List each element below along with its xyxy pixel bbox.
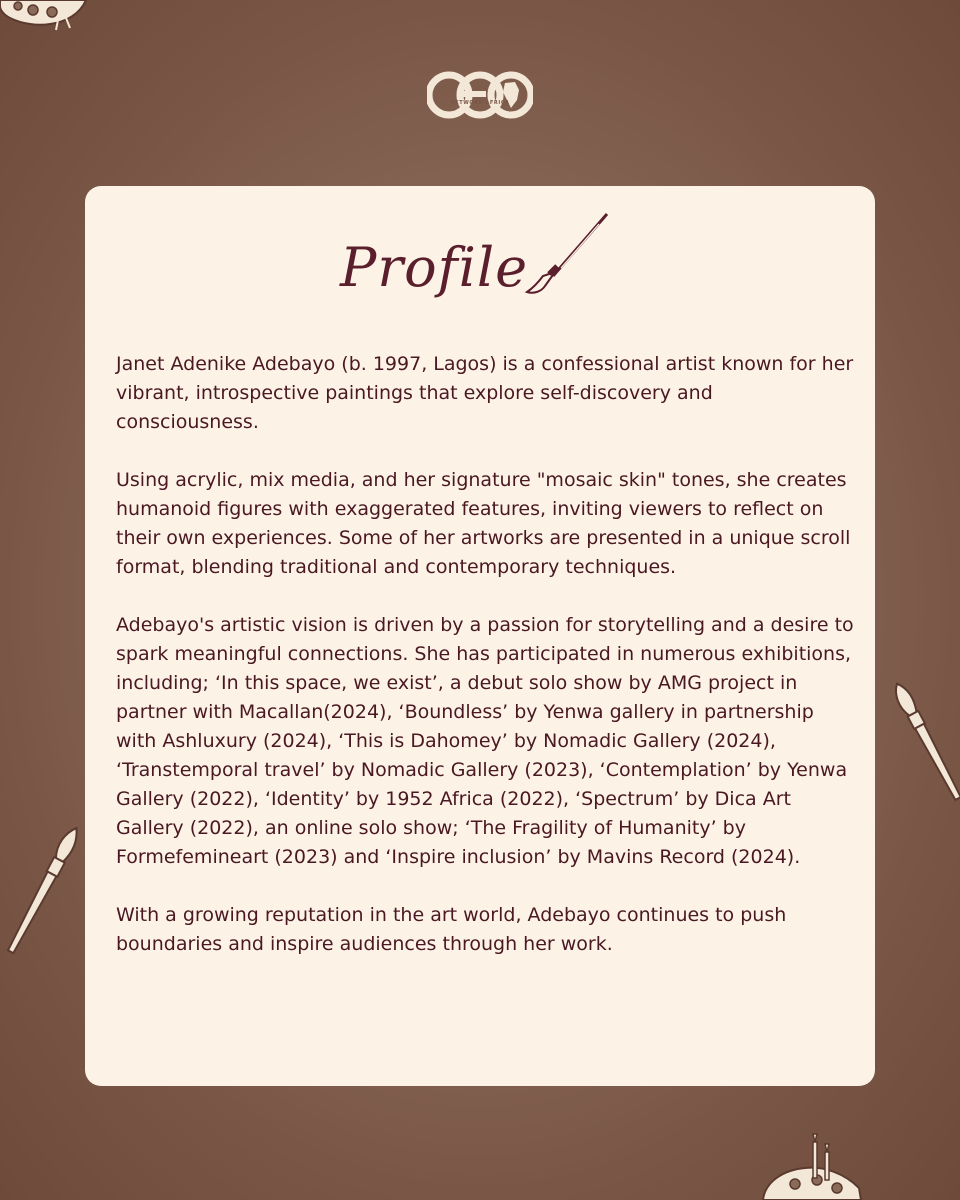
paragraph: With a growing reputation in the art world, Adebayo continues to push boundaries and inspire audiences through her work. [116,904,787,955]
page-title: Profile [340,236,529,299]
paintbrush-icon [515,208,615,308]
palette-with-brushes-icon [755,1130,865,1200]
profile-card [85,186,875,1086]
paragraph: Adebayo's artistic vision is driven by a passion for storytelling and a desire to spark meaningful connections. She has participated in numerous exhibitions, including; ‘In this space, we exist’, a debut solo show by AMG project in partner with Macallan(2024), ‘Boundless’ by Yenwa gallery in partnership with Ashluxury (2024), ‘This is Dahomey’ by Nomadic Gallery (2024), ‘Transtemporal travel’ by Nomadic Gallery (2023), ‘Contemplation’ by Yenwa Gallery (2022), ‘Identity’ by 1952 Africa (2022), ‘Spectrum’ by Dica Art Gallery (2022), an online solo show; ‘The Fragility of Humanity’ by Formefemineart (2023) and ‘Inspire inclusion’ by Mavins Record (2024). [116,614,854,868]
paintbrush-icon [888,678,960,808]
ceo-network-africa-logo [427,70,533,120]
palette-icon [0,0,90,40]
logo-subtext: NETWORK AFRICA [450,100,510,106]
paintbrush-icon [0,818,82,958]
profile-text [116,350,856,988]
title-block [340,226,640,316]
paragraph: Janet Adenike Adebayo (b. 1997, Lagos) is a confessional artist known for her vibrant, introspective paintings that explore self-discovery and consciousness. [116,353,854,433]
paragraph: Using acrylic, mix media, and her signature "mosaic skin" tones, she creates humanoid figures with exaggerated features, inviting viewers to reflect on their own experiences. Some of her artworks are presented in a unique scroll format, blending traditional and contemporary techniques. [116,469,851,578]
